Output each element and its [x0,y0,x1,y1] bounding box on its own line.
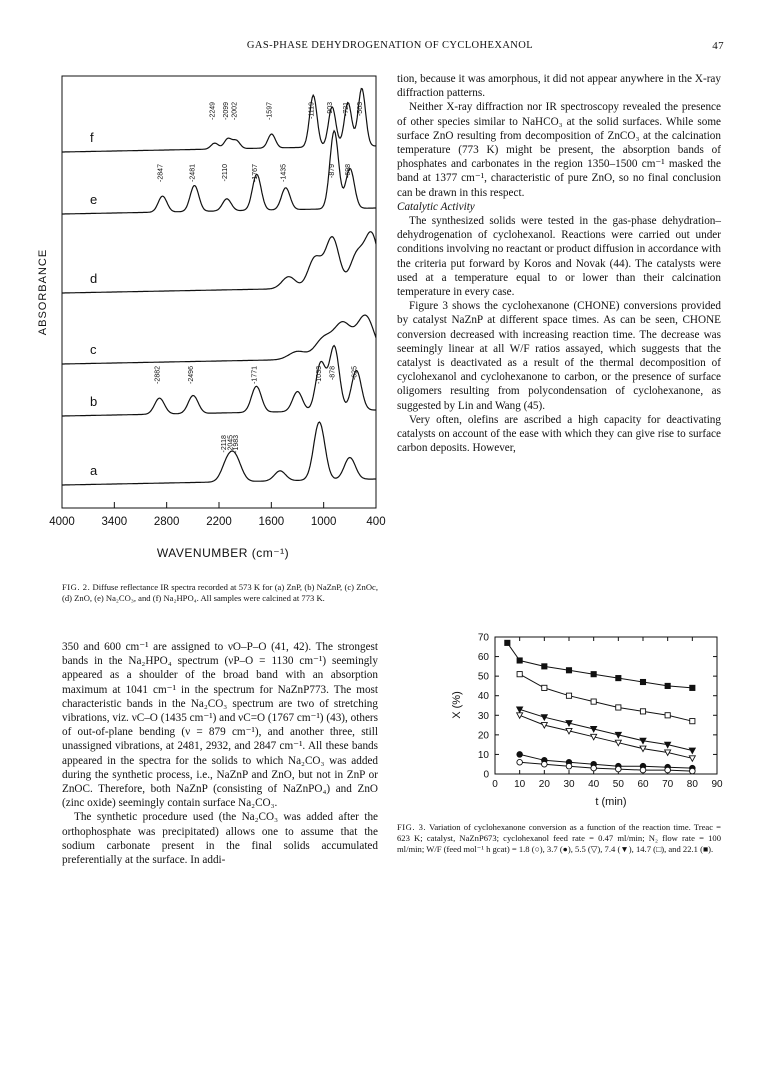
band-label: -625 [351,366,359,381]
paragraph: 350 and 600 cm⁻¹ are assigned to νO–P–O (41, 42). The strongest bands in the Na₂HPO₄ spectrum (νP–O = 1130 cm⁻¹) seemingly appeared as a shoulder of the broad band with an absorption maximum at 1041 cm⁻¹ in the spectrum for NaZnP773. The most characteristic bands in the Na₂CO₃ spectrum are two of stretching vibrations, viz. νC–O (1435 cm⁻¹) and νC=O (1767 cm⁻¹) (43), others of out-of-plane bending (ν = 879 cm⁻¹), and another three, still unassigned vibrations, at 2481, 2932, and 2847 cm⁻¹. All these bands appeared in the spectra for the solids to which Na₂CO₃ was added during the synthetic process, i.e., NaZnP and ZnO, but not in ZnP or ZnOC. Therefore, both NaZnP (consisting of NaZnPO₄) and ZnO (zinc oxide) seemingly contain surface Na₂CO₃. [62,641,378,810]
x-axis-label: WAVENUMBER (cm⁻¹) [156,546,290,560]
x-tick-label: 70 [662,779,674,790]
x-tick-label: 3400 [101,516,128,528]
data-point [517,752,523,758]
axis-ticks [478,633,723,791]
trace-label-e: e [90,192,98,207]
data-point [616,676,621,681]
data-point [591,699,596,704]
data-point [665,767,671,773]
x-tick-label: 90 [711,779,723,790]
band-label: -1767 [251,164,259,182]
band-label: -2002 [231,102,239,120]
series-line-22.1 [507,643,692,688]
band-label: -2118 [221,435,229,453]
figure-2-caption [62,582,378,604]
data-point [542,761,548,767]
series-group [505,640,696,774]
x-tick-label: 60 [637,779,649,790]
x-tick-label: 80 [686,779,698,790]
x-tick-label: 2800 [153,516,180,528]
trace-label-a: a [90,463,98,478]
x-tick-label: 40 [588,779,600,790]
trace-label-b: b [90,394,98,409]
band-label: -1597 [266,102,274,120]
data-point [689,756,695,762]
y-tick-label: 30 [477,710,489,722]
data-point [640,767,646,773]
y-tick-label: 50 [477,671,489,683]
data-point [566,693,571,698]
paragraph: The synthesized solids were tested in the gas-phase dehydration–dehydrogenation of cyclohexanol. Reactions were carried out under conditions involving no reactant or product diffusion in accordance with the criteria put forward by Koros and Novak (44). The catalysts were used at a temperature equal to or lower than their calcination temperature in every case. [397,215,721,299]
data-point [505,640,510,645]
paragraph: tion, because it was amorphous, it did not appear anywhere in the X-ray diffraction patterns. [397,73,721,100]
band-label: -1119 [308,102,316,119]
band-label: -721 [343,101,350,117]
running-title: GAS-PHASE DEHYDROGENATION OF CYCLOHEXANOL [246,40,534,51]
x-tick-label: 50 [612,779,624,790]
data-point [665,713,670,718]
band-label: -563 [356,102,364,117]
spectra-traces [62,89,376,485]
band-label: -2099 [222,101,230,120]
x-axis-label: t (min) [595,796,627,808]
data-point [689,748,695,754]
band-label: -2045 [227,434,235,453]
paragraph: Figure 3 shows the cyclohexanone (CHONE) conversions provided by catalyst NaZnP at different space times. As can be seen, CHONE conversion decreased with increasing reaction time. The decrease was seemingly linear at all W/F ratios assayed, which suggests that the catalyst is deactivated as a result of the thermal decomposition of cyclohexanol and cyclohexanone to carbon, or the presence of surface oligomers resulting from polycondensation of cyclohexanone, as suggested by Lin and Wang (45). [397,300,721,412]
data-point [640,709,645,714]
y-tick-label: 60 [477,652,489,664]
figure-3-caption-text: Variation of cyclohexanone conversion as a function of the reaction time. Treac = 623 K; catalyst, NaZnP673; cyclohexanol feed rate = 0.47 ml/min; N₂ flow rate = 100 ml/min; W/F (feed mol⁻¹ h gcat) = 1.8 (○), 3.7 (●), 5.5 (▽), 7.4 (▼), 14.7 (□), and 22.1 (■). [397,822,722,854]
figure-3-caption-label: FIG. 3. [397,822,427,832]
x-tick-label: 30 [563,779,575,790]
band-label: -903 [327,101,335,116]
band-label: -2249 [209,101,217,120]
band-label: -2882 [154,365,162,384]
x-tick-label: 400 [366,516,386,528]
band-label: -698 [345,163,352,179]
paragraph: Very often, olefins are ascribed a high capacity for deactivating catalysts on account of the ease with which they can give rise to surface carbon deposits. However, [397,413,721,455]
data-point [517,658,522,663]
data-point [690,685,695,690]
data-point [517,759,523,765]
x-tick-label: 10 [514,779,526,790]
trace-label-d: d [90,271,98,286]
data-point [690,768,696,774]
right-column-text [397,72,721,455]
y-tick-label: 10 [477,749,489,761]
band-label: -878 [329,365,337,381]
data-point [542,664,547,669]
data-point [591,672,596,677]
page-number: 47 [712,40,724,52]
y-tick-label: 20 [477,730,489,742]
figure-2-ir-spectra [28,68,386,578]
band-label: -879 [329,163,337,178]
x-tick-label: 4000 [49,516,75,528]
data-point [616,705,621,710]
band-label: -1771 [251,365,259,384]
spectrum-trace-f [62,89,376,152]
x-tick-label: 2200 [206,516,232,528]
x-axis-ticks [49,502,385,528]
plot-frame [495,637,717,774]
trace-label-c: c [90,342,97,357]
spectrum-trace-d [62,232,376,293]
y-tick-label: 40 [477,691,489,703]
data-point [566,763,572,769]
band-label: -2481 [189,164,197,182]
left-column-text [62,640,378,867]
paragraph: Neither X-ray diffraction nor IR spectroscopy revealed the presence of other species similar to NaHCO₃ at the solid surfaces. While some surface ZnO resulting from decomposition of ZnCO₃ at the calcination temperature (773 K) might be present, the absorption bands of phosphates and carbonates in the region 1350–1500 cm⁻¹ masked the band at 1377 cm⁻¹, characteristic of pure ZnO, so no final conclusion can be drawn in this respect. [397,101,721,199]
spectrum-trace-c [62,315,376,364]
data-point [640,679,645,684]
data-point [665,683,670,688]
y-tick-label: 70 [477,632,489,644]
x-tick-label: 0 [492,779,498,790]
section-heading: Catalytic Activity [397,200,475,213]
spectrum-trace-a [62,422,376,485]
band-label: -1983 [232,434,240,453]
x-tick-label: 20 [538,779,550,790]
band-label: -1435 [280,163,288,182]
data-point [517,713,523,719]
x-tick-label: 1600 [258,516,285,528]
data-point [616,766,622,772]
band-label: -2496 [188,366,196,384]
band-label: -2110 [221,163,229,182]
paragraph: The synthetic procedure used (the Na₂CO₃ was added after the orthophosphate was precipitated) allows one to assume that the sodium carbonate present in the final solids accumulated preferentially at the surface. In addi- [62,811,378,867]
y-tick-label: 0 [483,769,489,781]
band-label: -1033 [315,366,323,384]
figure-2-caption-text: Diffuse reflectance IR spectra recorded at 573 K for (a) ZnP, (b) NaZnP, (c) ZnOc, (d) ZnO, (e) Na₂CO₃, and (f) Na₂HPO₄. All samples were calcined at 773 K. [62,582,378,603]
figure-2-caption-label: FIG. 2. [62,582,91,592]
data-point [517,672,522,677]
data-point [591,765,597,771]
y-axis-label: ABSORBANCE [37,248,49,336]
data-point [566,668,571,673]
data-point [542,685,547,690]
figure-3-caption [397,822,721,855]
y-axis-label: X (%) [451,691,463,719]
trace-label-f: f [90,130,94,145]
band-label: -2847 [157,164,165,182]
data-point [690,719,695,724]
figure-3-conversion-chart [440,625,740,810]
x-tick-label: 1000 [310,516,337,528]
